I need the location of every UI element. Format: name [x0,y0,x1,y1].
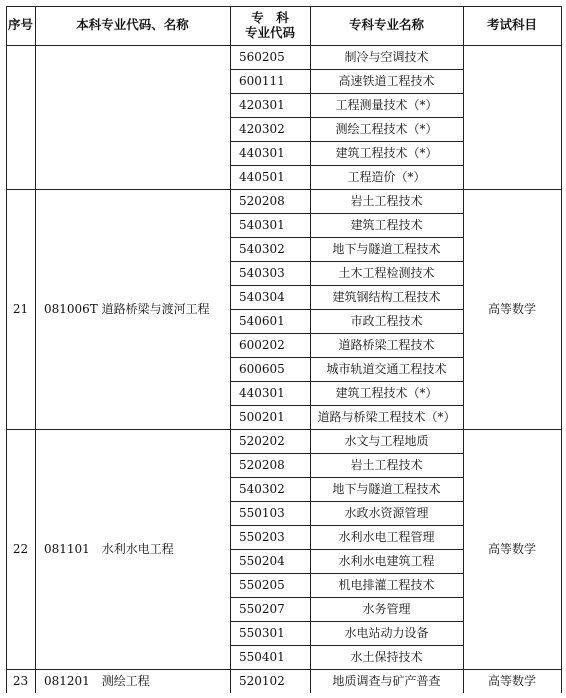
vocational-code: 550204 [239,554,285,568]
vocational-code: 550205 [239,578,285,592]
row-divider [230,141,463,142]
vocational-name: 水利水电工程管理 [338,530,435,544]
vocational-code: 550207 [239,602,285,616]
vocational-code: 540301 [239,218,285,232]
vocational-code: 500201 [239,410,285,424]
header-code-line-2: 专业代码 [244,25,295,40]
row-divider [230,525,463,526]
column-border-2 [230,6,231,693]
row-divider [230,597,463,598]
group-exam-subject: 高等数学 [487,674,536,688]
group-divider [6,189,561,190]
vocational-name: 城市轨道交通工程技术 [326,362,447,376]
row-divider [230,477,463,478]
vocational-code: 560205 [239,50,285,64]
vocational-code: 600202 [239,338,285,352]
row-divider [230,357,463,358]
row-divider [230,501,463,502]
row-divider [230,621,463,622]
header-bottom-border [6,45,562,46]
row-divider [230,573,463,574]
vocational-code: 540304 [239,290,285,304]
vocational-name: 工程造价（*） [347,170,426,184]
group-seq: 22 [12,542,29,556]
header-exam: 考试科目 [486,17,537,33]
vocational-name: 水政水资源管理 [344,506,429,520]
group-exam-subject [463,45,561,189]
row-divider [230,261,463,262]
row-divider [230,309,463,310]
vocational-code: 540601 [239,314,285,328]
header-bachelor: 本科专业代码、名称 [76,17,189,33]
vocational-code: 550401 [239,650,285,664]
vocational-name: 岩土工程技术 [350,194,423,208]
vocational-name: 地下与隧道工程技术 [332,242,441,256]
vocational-name: 水电站动力设备 [344,626,429,640]
vocational-name: 道路桥梁工程技术 [338,338,435,352]
vocational-name: 地下与隧道工程技术 [332,482,441,496]
column-border-4 [463,6,464,693]
vocational-name: 水土保持技术 [350,650,423,664]
vocational-code: 420302 [239,122,285,136]
vocational-name: 机电排灌工程技术 [338,578,435,592]
row-divider [230,285,463,286]
column-border-1 [35,6,36,693]
vocational-code: 550203 [239,530,285,544]
vocational-name: 工程测量技术（*） [335,98,438,112]
group-seq [6,45,35,189]
vocational-code: 520208 [239,458,285,472]
vocational-name: 岩土工程技术 [350,458,423,472]
row-divider [230,213,463,214]
vocational-code: 540302 [239,242,285,256]
vocational-name: 建筑工程技术 [350,218,423,232]
vocational-name: 制冷与空调技术 [344,50,429,64]
row-divider [230,405,463,406]
vocational-name: 建筑工程技术（*） [335,146,438,160]
row-divider [230,645,463,646]
vocational-name: 水利水电建筑工程 [338,554,435,568]
row-divider [230,165,463,166]
vocational-name: 市政工程技术 [350,314,423,328]
row-divider [230,69,463,70]
vocational-name: 土木工程检测技术 [338,266,435,280]
group-bachelor-major [35,45,230,189]
column-border-3 [310,6,311,693]
vocational-code: 520202 [239,434,285,448]
vocational-code: 520208 [239,194,285,208]
row-divider [230,381,463,382]
row-divider [230,453,463,454]
vocational-name: 道路与桥梁工程技术（*） [317,410,456,424]
row-divider [230,333,463,334]
header-name: 专科专业名称 [348,17,424,33]
header-seq: 序号 [7,17,33,33]
vocational-name: 地质调查与矿产普查 [332,674,441,688]
group-bachelor-major: 081201 测绘工程 [44,674,150,688]
vocational-code: 550103 [239,506,285,520]
row-divider [230,549,463,550]
group-exam-subject: 高等数学 [487,542,536,556]
header-code-line-1: 专 科 [251,9,289,25]
column-border-5 [561,6,562,693]
vocational-name: 水文与工程地质 [344,434,429,448]
vocational-name: 建筑工程技术（*） [335,386,438,400]
vocational-code: 440301 [239,386,285,400]
vocational-code: 600111 [239,74,285,88]
group-bachelor-major: 081006T 道路桥梁与渡河工程 [44,302,210,316]
header-code [230,6,310,45]
row-divider [230,93,463,94]
vocational-code: 550301 [239,626,285,640]
row-divider [230,117,463,118]
vocational-code: 600605 [239,362,285,376]
vocational-code: 440301 [239,146,285,160]
vocational-name: 建筑钢结构工程技术 [332,290,441,304]
vocational-code: 420301 [239,98,285,112]
vocational-code: 540302 [239,482,285,496]
group-exam-subject: 高等数学 [487,302,536,316]
column-border-0 [6,6,7,693]
table-top-border [6,6,562,7]
vocational-name: 水务管理 [362,602,411,616]
vocational-name: 高速铁道工程技术 [338,74,435,88]
group-seq: 21 [12,302,29,316]
group-divider [6,429,561,430]
group-bachelor-major: 081101 水利水电工程 [44,542,174,556]
vocational-code: 440501 [239,170,285,184]
group-seq: 23 [12,674,29,688]
vocational-code: 540303 [239,266,285,280]
row-divider [230,237,463,238]
vocational-name: 测绘工程技术（*） [335,122,438,136]
vocational-code: 520102 [239,674,285,688]
group-divider [6,669,561,670]
